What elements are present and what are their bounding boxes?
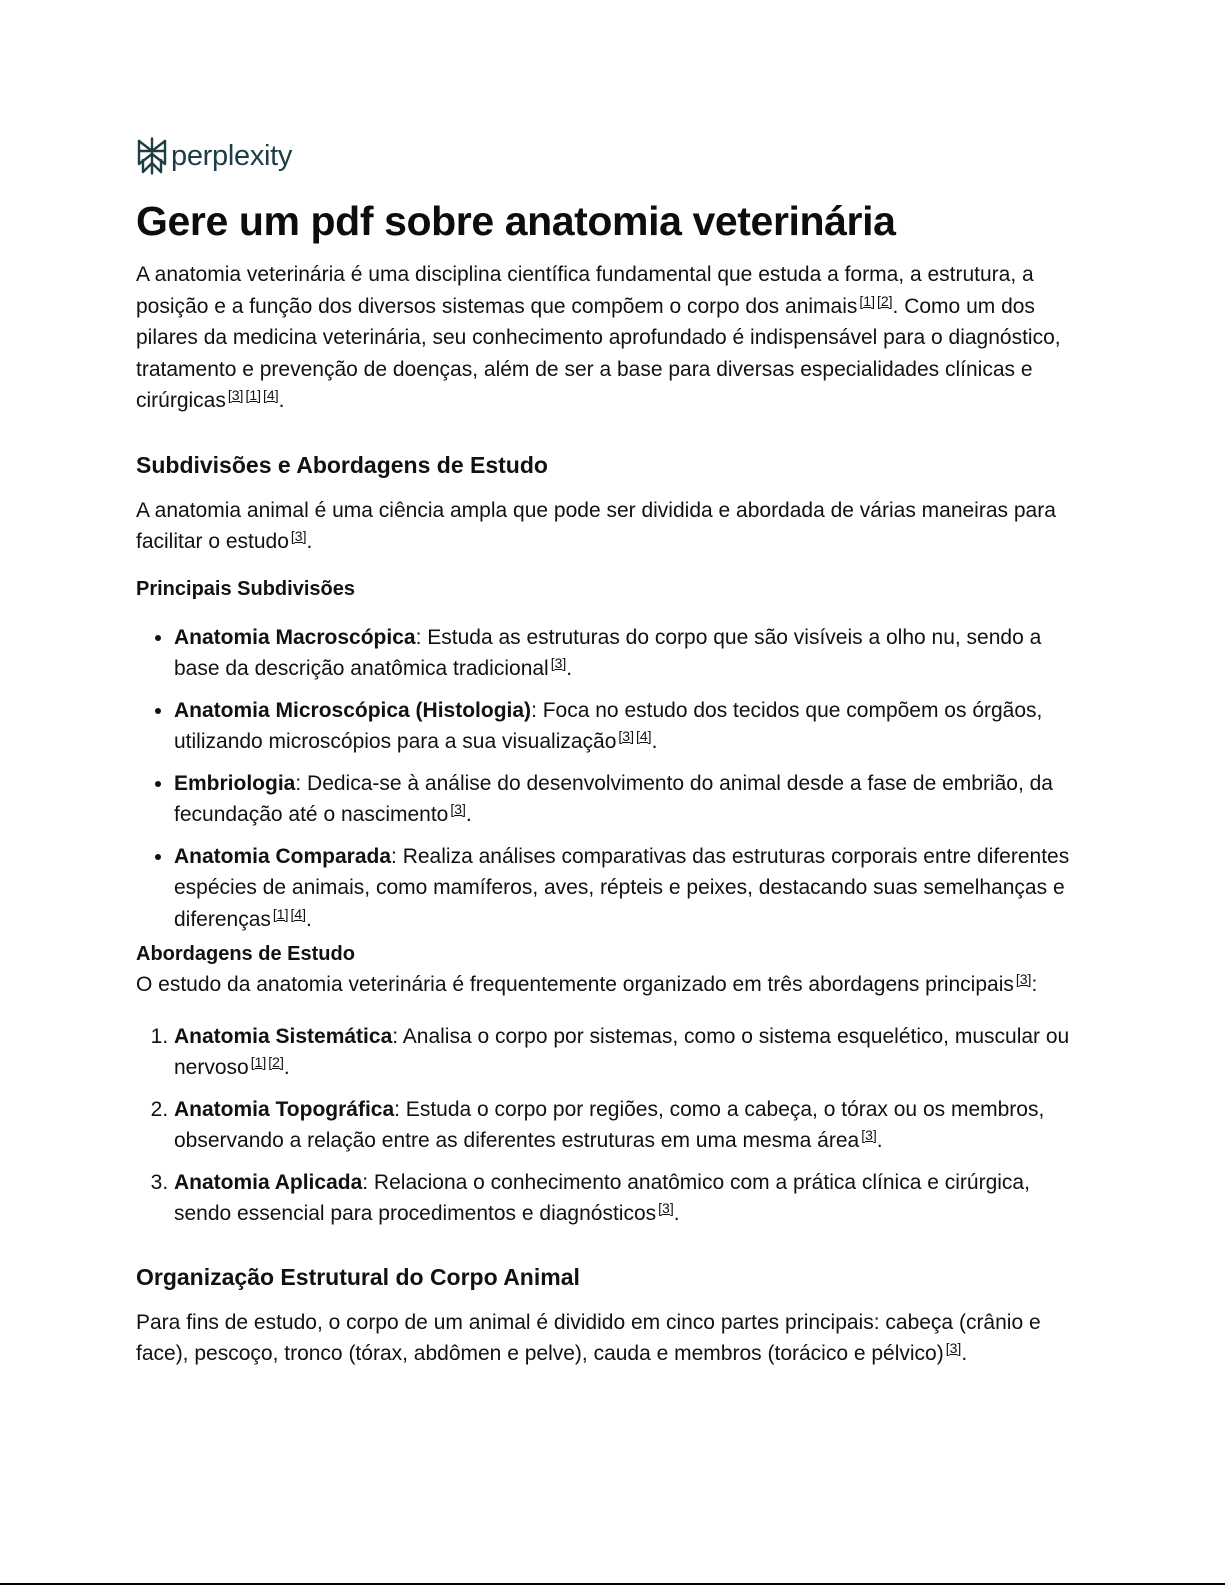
paragraph-end: . bbox=[961, 1342, 968, 1365]
item-text: : Realiza análises comparativas das estruturas corporais entre diferentes espécies de animais, como mamíferos, aves, répteis e peixes, destacando suas semelhanças e diferenças bbox=[174, 844, 1070, 931]
organizacao-paragraph bbox=[136, 1307, 1086, 1370]
page-title: Gere um pdf sobre anatomia veterinária bbox=[136, 198, 896, 244]
citation-link[interactable]: [1] bbox=[245, 387, 262, 403]
citation-link[interactable]: [4] bbox=[263, 387, 279, 403]
citation-link[interactable]: [3] bbox=[1015, 971, 1032, 987]
item-term: Anatomia Comparada bbox=[174, 844, 392, 868]
paragraph-end: : bbox=[1031, 973, 1038, 996]
item-text: : Relaciona o conhecimento anatômico com a prática clínica e cirúrgica, sendo essencial para procedimentos e diagnósticos bbox=[174, 1170, 1030, 1225]
item-text: : Analisa o corpo por sistemas, como o sistema esquelético, muscular ou nervoso bbox=[174, 1024, 1070, 1079]
citation-link[interactable]: [3] bbox=[945, 1340, 962, 1356]
citation-link[interactable]: [3] bbox=[290, 528, 307, 544]
list-item bbox=[174, 1167, 1086, 1230]
logo-wordmark: perplexity bbox=[171, 140, 293, 172]
document-page bbox=[136, 136, 1086, 1370]
item-term: Embriologia bbox=[174, 771, 296, 795]
paragraph-text: A anatomia animal é uma ciência ampla que pode ser dividida e abordada de várias maneiras para facilitar o estudo bbox=[136, 498, 1056, 553]
item-end: . bbox=[465, 803, 472, 826]
section-heading-organizacao: Organização Estrutural do Corpo Animal bbox=[136, 1263, 580, 1290]
abordagens-paragraph bbox=[136, 969, 1086, 1001]
citation-link[interactable]: [2] bbox=[268, 1054, 284, 1070]
list-item bbox=[174, 1094, 1086, 1157]
citation-link[interactable]: [4] bbox=[635, 728, 652, 744]
item-end: . bbox=[673, 1202, 680, 1225]
paragraph-text: O estudo da anatomia veterinária é frequentemente organizado em três abordagens principais bbox=[136, 973, 1014, 996]
subdivisions-paragraph bbox=[136, 495, 1086, 558]
citation-link[interactable]: [3] bbox=[227, 387, 244, 403]
item-text: : Dedica-se à análise do desenvolvimento do animal desde a fase de embrião, da fecundação até o nascimento bbox=[174, 771, 1053, 826]
citation-link[interactable]: [1] bbox=[859, 292, 875, 309]
intro-text-3: . bbox=[278, 389, 285, 412]
citation-link[interactable]: [3] bbox=[618, 728, 634, 744]
item-term: Anatomia Sistemática bbox=[174, 1024, 393, 1048]
citation-link[interactable]: [2] bbox=[876, 292, 893, 309]
perplexity-logo bbox=[136, 136, 1086, 176]
intro-paragraph bbox=[136, 259, 1086, 417]
item-term: Anatomia Topográfica bbox=[174, 1097, 395, 1121]
subdivisions-list bbox=[136, 622, 1086, 936]
item-text: : Estuda as estruturas do corpo que são visíveis a olho nu, sendo a base da descrição anatômica tradicional bbox=[174, 625, 1042, 680]
citation-link[interactable]: [3] bbox=[658, 1200, 674, 1216]
section-heading-subdivisions: Subdivisões e Abordagens de Estudo bbox=[136, 451, 548, 478]
citation-link[interactable]: [4] bbox=[290, 905, 307, 922]
list-item bbox=[174, 841, 1086, 936]
abordagens-list bbox=[136, 1021, 1086, 1230]
item-end: . bbox=[283, 1056, 290, 1079]
item-end: . bbox=[566, 657, 573, 680]
item-end: . bbox=[651, 730, 658, 753]
intro-text-1: A anatomia veterinária é uma disciplina científica fundamental que estuda a forma, a estrutura, a posição e a função dos diversos sistemas que compõem o corpo dos animais bbox=[136, 263, 1034, 318]
citation-link[interactable]: [1] bbox=[272, 905, 289, 922]
item-term: Anatomia Microscópica (Histologia) bbox=[174, 698, 532, 722]
list-item bbox=[174, 1021, 1086, 1084]
list-item bbox=[174, 768, 1086, 831]
citation-link[interactable]: [3] bbox=[550, 655, 567, 671]
paragraph-text: Para fins de estudo, o corpo de um animal é dividido em cinco partes principais: cabeça (crânio e face), pescoço, tronco (tórax, abdômen e pelve), cauda e membros (torácico e pélvico) bbox=[136, 1310, 1041, 1365]
subheading-principais-subdivisoes: Principais Subdivisões bbox=[136, 577, 355, 600]
item-term: Anatomia Aplicada bbox=[174, 1170, 363, 1194]
paragraph-end: . bbox=[306, 530, 313, 553]
item-text: : Foca no estudo dos tecidos que compõem os órgãos, utilizando microscópios para a sua visualização bbox=[174, 698, 1043, 753]
intro-text-2: . Como um dos pilares da medicina veterinária, seu conhecimento aprofundado é indispensável para o diagnóstico, tratamento e prevenção de doenças, além de ser a base para diversas especialidades clínicas e cirúrgicas bbox=[136, 294, 1061, 412]
item-text: : Estuda o corpo por regiões, como a cabeça, o tórax ou os membros, observando a relação entre as diferentes estruturas em uma mesma área bbox=[174, 1097, 1045, 1152]
citation-link[interactable]: [3] bbox=[861, 1127, 877, 1143]
list-item bbox=[174, 622, 1086, 685]
citation-link[interactable]: [1] bbox=[250, 1054, 267, 1070]
citation-link[interactable]: [3] bbox=[450, 801, 466, 817]
item-term: Anatomia Macroscópica bbox=[174, 625, 416, 649]
subheading-abordagens: Abordagens de Estudo bbox=[136, 943, 355, 965]
list-item bbox=[174, 695, 1086, 758]
item-end: . bbox=[876, 1129, 883, 1152]
perplexity-logo-icon bbox=[136, 137, 168, 175]
item-end: . bbox=[306, 907, 312, 931]
